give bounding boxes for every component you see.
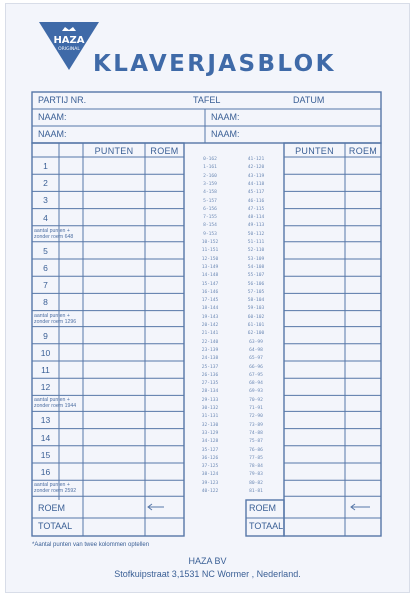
round-number: 5 (43, 245, 48, 256)
reference-score: 3-159 (203, 181, 217, 187)
reference-score: 44-118 (247, 181, 265, 187)
round-number: 13 (40, 415, 51, 426)
reference-score: 61-101 (247, 323, 265, 328)
reference-score: 67-95 (249, 372, 263, 378)
round-number: 15 (40, 449, 51, 460)
tafel-label: TAFEL (193, 95, 221, 105)
reference-score: 78-84 (249, 464, 263, 470)
left-totaal-label: TOTAAL (38, 521, 73, 531)
reference-score: 7-155 (203, 215, 217, 221)
reference-score: 71-91 (249, 406, 263, 411)
naam-label-4: NAAM: (211, 129, 240, 139)
reference-score: 63-99 (249, 339, 263, 345)
reference-score: 38-124 (201, 472, 219, 478)
subtotal-note: aantal punten + zonder roem 648 (34, 227, 74, 240)
reference-score: 0-162 (203, 157, 217, 162)
reference-score: 60-102 (247, 314, 265, 320)
reference-score: 72-90 (249, 414, 263, 420)
reference-score: 50-112 (247, 231, 265, 237)
reference-score: 43-119 (247, 173, 265, 179)
reference-score: 56-106 (247, 281, 265, 287)
left-roem-label: ROEM (38, 503, 65, 513)
reference-score: 57-105 (247, 289, 265, 295)
reference-score: 69-93 (249, 389, 263, 395)
reference-score: 28-134 (201, 389, 219, 395)
reference-score: 10-152 (201, 240, 219, 245)
datum-label: DATUM (293, 95, 325, 105)
reference-score: 27-135 (201, 381, 219, 387)
reference-score: 34-128 (201, 439, 219, 445)
reference-score: 46-116 (247, 198, 265, 204)
reference-score: 48-114 (247, 215, 265, 221)
left-punten-header: PUNTEN (94, 146, 134, 156)
right-roem-label: ROEM (249, 503, 276, 513)
reference-score: 33-129 (201, 430, 219, 436)
left-roem-header: ROEM (150, 146, 179, 156)
reference-score: 4-158 (203, 190, 217, 196)
reference-score: 40-122 (201, 489, 219, 494)
reference-score: 79-83 (249, 472, 263, 478)
reference-score: 39-123 (201, 480, 219, 486)
reference-score: 1-161 (203, 165, 217, 171)
reference-score: 6-156 (203, 206, 217, 212)
partij-label: PARTIJ NR. (38, 95, 87, 105)
reference-score: 58-104 (247, 298, 265, 304)
reference-score: 22-140 (201, 339, 219, 345)
subtotal-note: aantal punten + zonder roem 1296 (34, 312, 77, 325)
reference-score: 12-150 (201, 256, 219, 262)
logo-sub: ORIGINAL (58, 47, 80, 52)
round-number: 10 (40, 347, 51, 358)
round-number: 16 (40, 467, 51, 477)
reference-score: 16-146 (201, 289, 219, 295)
reference-score: 51-111 (247, 240, 265, 245)
reference-score: 41-121 (247, 157, 265, 162)
reference-score: 37-125 (201, 464, 219, 470)
round-number: 12 (40, 382, 51, 393)
reference-score: 11-151 (201, 248, 219, 254)
right-punten-header: PUNTEN (295, 146, 334, 156)
round-number: 3 (43, 195, 48, 206)
reference-score: 62-100 (247, 331, 265, 337)
footer-company: HAZA BV (188, 556, 227, 566)
footer-address: Stofkuipstraat 3,1531 NC Wormer , Nederland. (114, 569, 301, 579)
reference-score: 42-120 (247, 165, 265, 171)
round-number: 9 (43, 330, 48, 341)
right-roem-header: ROEM (348, 146, 378, 156)
reference-score: 74-88 (249, 430, 263, 436)
reference-score: 25-137 (201, 364, 219, 370)
reference-score: 55-107 (247, 273, 265, 279)
subtotal-note: aantal punten + zonder roem 1944 (34, 397, 77, 410)
reference-score: 75-87 (249, 439, 263, 445)
reference-score: 65-97 (249, 356, 263, 362)
reference-score: 52-110 (247, 248, 265, 254)
footnote: *Aantal punten van twee kolommen optellen (32, 542, 150, 548)
reference-score: 15-147 (201, 281, 219, 287)
reference-score: 8-154 (203, 223, 217, 229)
round-number: 7 (43, 280, 48, 291)
reference-score: 47-115 (247, 206, 265, 212)
reference-score: 77-85 (249, 455, 263, 461)
reference-score: 18-144 (201, 306, 219, 312)
round-number: 6 (43, 263, 48, 273)
reference-score: 54-108 (247, 264, 265, 270)
reference-score: 19-143 (201, 314, 219, 320)
round-number: 2 (43, 178, 48, 189)
reference-score: 9-153 (203, 231, 217, 237)
naam-label-2: NAAM: (211, 112, 240, 122)
round-number: 11 (41, 365, 50, 375)
reference-score: 36-126 (201, 455, 219, 461)
reference-score: 35-127 (201, 447, 219, 453)
reference-score: 31-131 (201, 414, 219, 420)
reference-score: 29-133 (201, 397, 219, 403)
reference-score: 73-89 (249, 422, 263, 428)
round-number: 4 (43, 212, 48, 223)
reference-score: 49-113 (247, 223, 265, 229)
logo-brand: HAZA (53, 35, 85, 46)
reference-score: 76-86 (249, 447, 263, 453)
naam-label-3: NAAM: (38, 129, 67, 139)
round-number: 14 (40, 432, 51, 443)
reference-score: 21-141 (201, 331, 219, 337)
reference-score: 64-98 (249, 347, 263, 353)
naam-label-1: NAAM: (38, 112, 67, 122)
reference-score: 81-81 (249, 489, 263, 494)
reference-score: 24-138 (201, 356, 219, 362)
reference-score: 68-94 (249, 381, 263, 387)
reference-score: 23-139 (201, 347, 219, 353)
reference-score: 26-136 (201, 372, 219, 378)
round-number: 1 (43, 161, 48, 171)
reference-score: 70-92 (249, 397, 263, 403)
reference-score: 80-82 (249, 480, 263, 486)
reference-score: 53-109 (247, 256, 265, 262)
reference-score: 30-132 (201, 406, 219, 411)
reference-score: 2-160 (203, 173, 217, 179)
reference-score: 66-96 (249, 364, 263, 370)
round-number: 8 (43, 297, 48, 308)
subtotal-note: aantal punten + zonder roem 2592 (34, 482, 77, 495)
page-title: KLAVERJASBLOK (93, 51, 336, 77)
reference-score: 59-103 (247, 306, 265, 312)
right-totaal-label: TOTAAL (249, 521, 284, 531)
reference-score: 13-149 (201, 264, 219, 270)
reference-score: 32-130 (201, 422, 219, 428)
reference-score: 17-145 (201, 298, 219, 304)
reference-score: 5-157 (203, 198, 217, 204)
reference-score: 45-117 (247, 190, 265, 196)
reference-score: 14-148 (201, 273, 219, 279)
reference-score: 20-142 (201, 323, 219, 328)
